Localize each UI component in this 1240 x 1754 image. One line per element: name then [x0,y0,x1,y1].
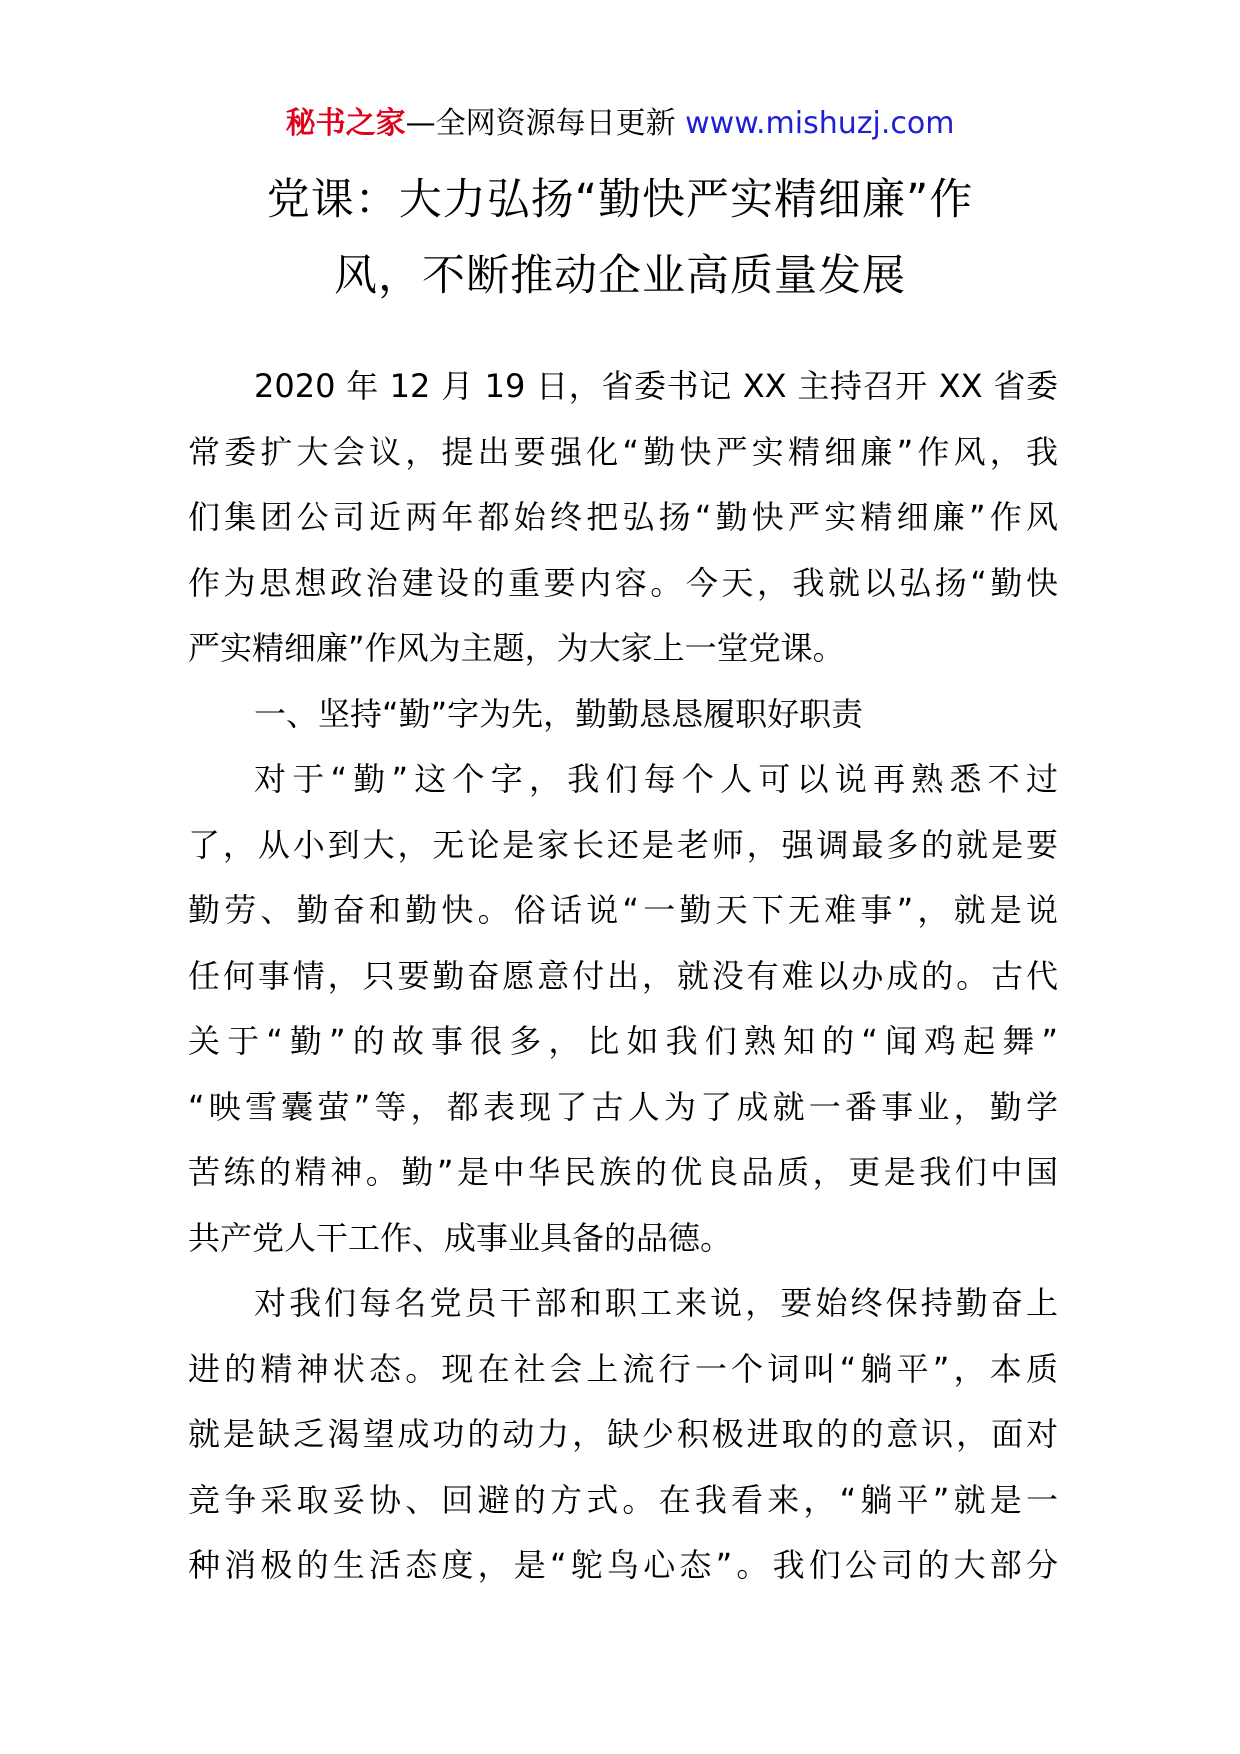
site-name: 秘书之家 [285,106,406,141]
paragraph-1-line-5: 严实精细廉”作风为主题，为大家上一堂党课。 [188,629,845,667]
paragraph-2-line-8: 共产党人干工作、成事业具备的品德。 [188,1218,733,1257]
title-line-1: 党课：大力弘扬“勤快严实精细廉”作 [266,175,974,225]
paragraph-3-line-1: 对我们每名党员干部和职工来说，要始终保持勤奋上 [254,1284,1058,1322]
paragraph-3-line-3: 就是缺乏渴望成功的动力，缺少积极进取的的意识，面对 [188,1415,1058,1453]
site-tagline: —全网资源每日更新 [405,106,686,141]
site-header [0,102,1240,146]
title-line-2: 风，不断推动企业高质量发展 [334,251,906,301]
paragraph-1-line-3: 们集团公司近两年都始终把弘扬“勤快严实精细廉”作风 [188,498,1058,536]
paragraph-3-line-5: 种消极的生活态度，是“鸵鸟心态”。我们公司的大部分 [188,1546,1058,1584]
paragraph-2-line-2: 了，从小到大，无论是家长还是老师，强调最多的就是要 [188,825,1058,864]
paragraph-2-line-4: 任何事情，只要勤奋愿意付出，就没有难以办成的。古代 [188,956,1058,995]
paragraph-2-line-7: 苦练的精神。勤”是中华民族的优良品质，更是我们中国 [188,1153,1058,1191]
paragraph-2-line-1: 对于“勤”这个字，我们每个人可以说再熟悉不过 [254,760,1058,798]
paragraph-2-line-6: “映雪囊萤”等，都表现了古人为了成就一番事业，勤学 [188,1087,1058,1126]
paragraph-3-line-4: 竞争采取妥协、回避的方式。在我看来，“躺平”就是一 [188,1480,1058,1519]
paragraph-2-line-3: 勤劳、勤奋和勤快。俗话说“一勤天下无难事”，就是说 [188,891,1058,929]
paragraph-3-line-2: 进的精神状态。现在社会上流行一个词叫“躺平”，本质 [188,1349,1058,1388]
document-title [150,162,1090,314]
section-heading-1: 一、坚持“勤”字为先，勤勤恳恳履职好职责 [254,694,864,733]
site-url-link[interactable]: www.mishuzj.com [685,106,955,141]
paragraph-1-line-1: 2020 年 12 月 19 日，省委书记 XX 主持召开 XX 省委 [254,367,1058,405]
paragraph-1-line-2: 常委扩大会议，提出要强化“勤快严实精细廉”作风，我 [188,432,1058,471]
document-body [188,354,1058,1599]
paragraph-1-line-4: 作为思想政治建设的重要内容。今天，我就以弘扬“勤快 [188,563,1058,602]
paragraph-2-line-5: 关于“勤”的故事很多，比如我们熟知的“闻鸡起舞” [188,1022,1058,1060]
